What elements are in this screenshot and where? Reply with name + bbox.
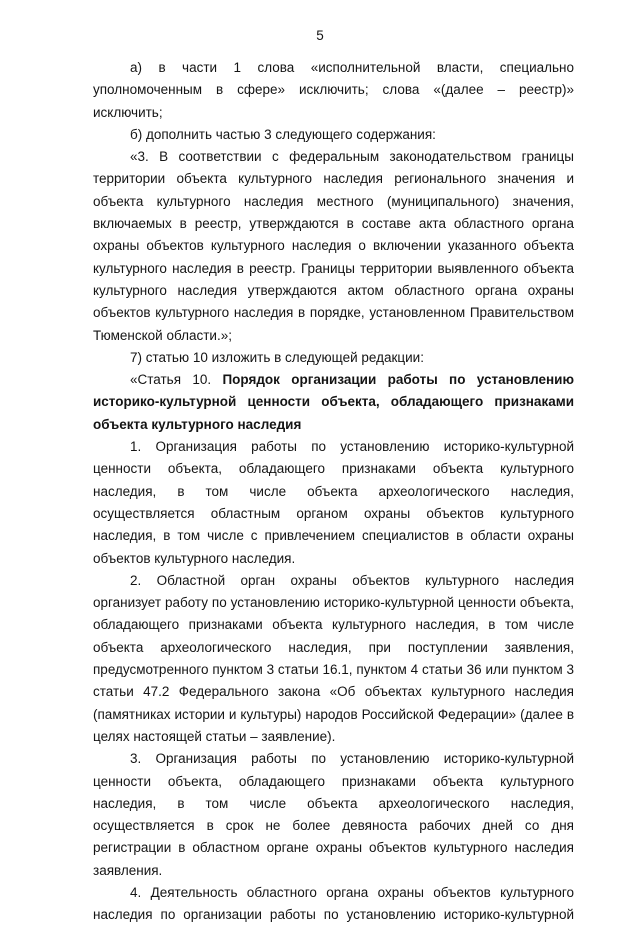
article-title: Порядок организации работы по установлению историко-культурной ценности объекта, обладающего признаками объекта культурного наследия <box>93 372 574 432</box>
paragraph-b: б) дополнить частью 3 следующего содержания: <box>130 126 436 142</box>
article-prefix: «Статья 10. <box>130 372 223 388</box>
article-item-4: 4. Деятельность областного органа охраны объектов культурного наследия по организации работы по установлению историко-культурной <box>93 884 574 923</box>
paragraph-a: а) в части 1 слова «исполнительной власти, специально уполномоченным в сфере» исключить; слова «(далее – реестр)» исключить; <box>93 60 574 120</box>
page-number: 5 <box>316 28 324 43</box>
article-item-1: 1. Организация работы по установлению историко-культурной ценности объекта, обладающего признаками объекта культурного наследия, в том числе объекта археологического наследия, осуществляется областным органом охраны объектов культурного наследия, в том числе с привлечением специалистов в области охраны объектов культурного наследия. <box>93 439 574 566</box>
document-body <box>93 57 574 927</box>
article-heading <box>93 369 574 436</box>
article-item-3: 3. Организация работы по установлению историко-культурной ценности объекта, обладающего признаками объекта культурного наследия, в том числе объекта археологического наследия, осуществляется в срок не более девяноста рабочих дней со дня регистрации в областном органе охраны объектов культурного наследия заявления. <box>93 751 574 878</box>
paragraph-part-3: «3. В соответствии с федеральным законодательством границы территории объекта культурного наследия регионального значения и объекта культурного наследия местного (муниципального) значения, включаемых в реестр, утверждаются в составе акта областного органа охраны объектов культурного наследия о включении указанного объекта культурного наследия в реестр. Границы территории выявленного объекта культурного наследия утверждаются актом областного органа охраны объектов культурного наследия в порядке, установленном Правительством Тюменской области.»; <box>93 149 574 343</box>
article-item-2: 2. Областной орган охраны объектов культурного наследия организует работу по установлению историко-культурной ценности объекта, обладающего признаками объекта культурного наследия, в том числе объекта археологического наследия, при поступлении заявления, предусмотренного пунктом 3 статьи 16.1, пунктом 4 статьи 36 или пунктом 3 статьи 47.2 Федерального закона «Об объектах культурного наследия (памятниках истории и культуры) народов Российской Федерации» (далее в целях настоящей статьи – заявление). <box>93 572 574 744</box>
paragraph-7: 7) статью 10 изложить в следующей редакции: <box>130 349 424 365</box>
